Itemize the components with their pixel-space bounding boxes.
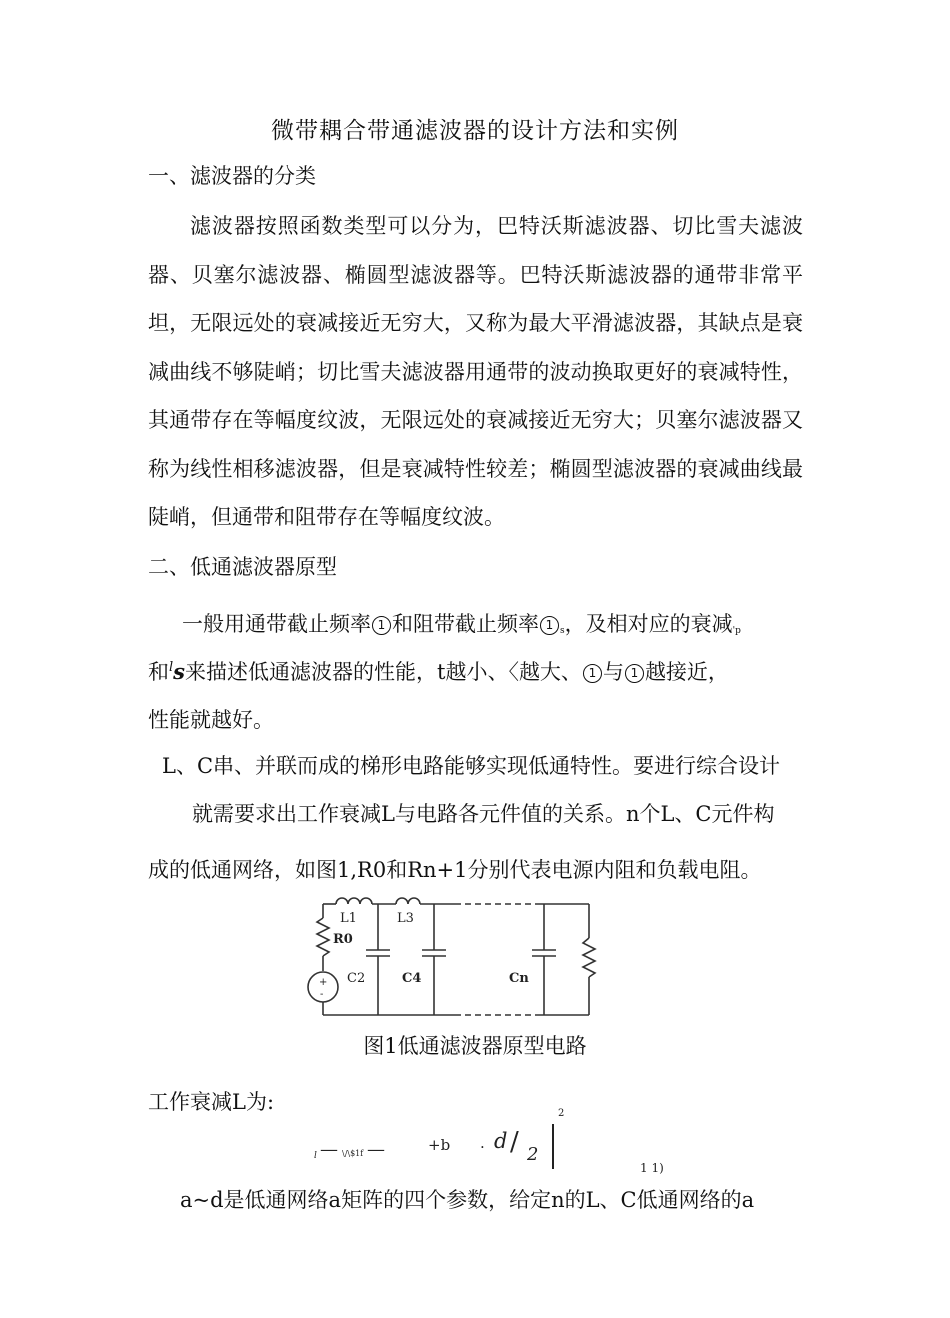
resistor-load-symbol [583, 938, 595, 977]
omega-p-symbol: 1 [372, 616, 391, 635]
equation-fragment: \/\$1f [342, 1149, 364, 1158]
section-heading-classification: 一、滤波器的分类 [148, 164, 316, 188]
equation-fragment: 2 [527, 1144, 539, 1165]
text-fragment: 和阻带截止频率 [392, 612, 539, 636]
equation-fragment: d [494, 1129, 508, 1153]
label-cn: Cn [509, 971, 529, 986]
page-title: 微带耦合带通滤波器的设计方法和实例 [271, 118, 679, 144]
equation-abs-bar [552, 1124, 554, 1169]
inductor-l3-symbol [396, 898, 420, 904]
paragraph-filter-types: 滤波器按照函数类型可以分为，巴特沃斯滤波器、切比雪夫滤波器、贝塞尔滤波器、椭圆型滤波器等。巴特沃斯滤波器的通带非常平坦，无限远处的衰减接近无穷大，又称为最大平滑滤波器，其缺点是衰减曲线不够陡峭；切比雪夫滤波器用通带的波动换取更好的衰减特性，其通带存在等幅度纹波，无限远处的衰减接近无穷大；贝塞尔滤波器又称为线性相移滤波器，但是衰减特性较差；椭圆型滤波器的衰减曲线最陡峭，但通带和阻带存在等幅度纹波。 [148, 214, 803, 529]
text-fragment: 与 [602, 660, 624, 684]
label-c2: C2 [347, 971, 366, 986]
symbol-s: s [173, 659, 185, 684]
equation-exponent: 2 [558, 1108, 565, 1119]
label-c4: C4 [402, 971, 422, 986]
paragraph-ladder-line1: L、C串、并联而成的梯形电路能够实现低通特性。要进行综合设计 [162, 754, 781, 778]
inductor-l1-symbol [336, 898, 372, 904]
equation-fragment: — [367, 1139, 385, 1160]
superscript-l: l [169, 660, 174, 675]
text-fragment: 来描述低通滤波器的性能，t越小、〈越大、 [185, 660, 582, 684]
paragraph-cutoff-line1 [182, 608, 741, 638]
source-minus-sign: - [320, 989, 324, 1000]
omega-s-symbol: 1 [625, 664, 644, 683]
label-r0: R0 [333, 932, 353, 947]
figure-caption: 图1低通滤波器原型电路 [363, 1034, 587, 1058]
equation-intro: 工作衰减L为: [148, 1090, 275, 1114]
equation-number: 1 1) [640, 1161, 664, 1175]
text-fragment: 越接近， [644, 660, 729, 684]
paragraph-cutoff-line3: 性能就越好。 [148, 708, 274, 732]
section-heading-lowpass-prototype: 二、低通滤波器原型 [148, 555, 337, 579]
resistor-r0-symbol [317, 918, 329, 956]
equation-fragment: / [510, 1127, 519, 1157]
source-plus-sign: + [319, 977, 328, 988]
subscript-s: s [560, 626, 565, 636]
equation-fragment: l [314, 1151, 317, 1161]
paragraph-cutoff-line2 [148, 656, 729, 686]
text-fragment: 和 [148, 660, 169, 684]
label-l1: L1 [340, 911, 357, 926]
text-fragment: ，及相对应的衰减 [564, 612, 733, 636]
paragraph-ladder-line3: 成的低通网络，如图1,R0和Rn+1分别代表电源内阻和负载电阻。 [148, 858, 762, 882]
omega-p-symbol: 1 [583, 664, 602, 683]
equation-fragment: +b [428, 1136, 451, 1154]
equation-fragment: . [480, 1134, 485, 1152]
text-fragment: 一般用通带截止频率 [182, 612, 371, 636]
lowpass-prototype-circuit-diagram [300, 893, 620, 1028]
closing-line: a~d是低通网络a矩阵的四个参数，给定n的L、C低通网络的a [180, 1188, 755, 1212]
paragraph-ladder-line2: 就需要求出工作衰减L与电路各元件值的关系。n个L、C元件构 [192, 802, 775, 826]
omega-s-symbol: 1 [540, 616, 559, 635]
subscript-p: 'p [732, 626, 741, 636]
label-l3: L3 [397, 911, 414, 926]
equation-fragment: — [320, 1139, 338, 1160]
